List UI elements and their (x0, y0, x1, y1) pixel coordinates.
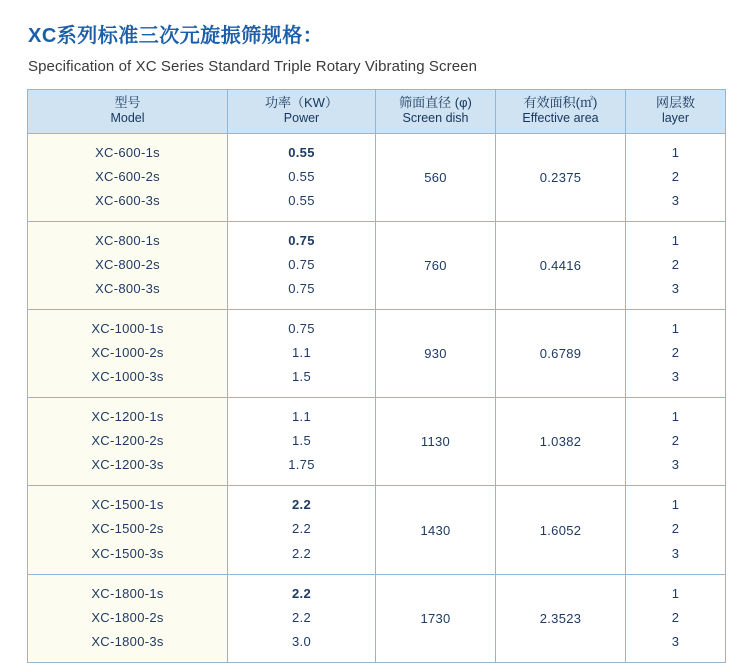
column-header-screen-dish-cn: 筛面直径 (φ) (399, 95, 472, 110)
model-name: XC-600-1s (95, 144, 160, 160)
cell-layers (626, 486, 726, 574)
cell-models (28, 222, 228, 310)
layer-value: 3 (671, 633, 680, 649)
layer-value: 3 (671, 457, 680, 473)
cell-effective-area: 0.6789 (496, 310, 626, 398)
table-row (28, 486, 726, 574)
column-header-power-cn: 功率（KW） (265, 95, 338, 110)
model-name: XC-1000-3s (91, 369, 164, 385)
cell-screen-dish: 1730 (376, 574, 496, 662)
column-header-effective-area (496, 90, 626, 134)
cell-effective-area: 0.4416 (496, 222, 626, 310)
cell-effective-area: 1.6052 (496, 486, 626, 574)
cell-layers (626, 574, 726, 662)
cell-screen-dish: 760 (376, 222, 496, 310)
model-name: XC-1800-2s (91, 609, 164, 625)
column-header-model-cn: 型号 (114, 95, 141, 110)
cell-layers (626, 222, 726, 310)
layer-value: 1 (671, 144, 680, 160)
model-name: XC-1000-2s (91, 345, 164, 361)
layer-value: 2 (671, 521, 680, 537)
cell-effective-area: 2.3523 (496, 574, 626, 662)
power-value: 1.5 (292, 369, 311, 385)
model-name: XC-600-2s (95, 168, 160, 184)
model-name: XC-1200-2s (91, 433, 164, 449)
model-name: XC-1200-3s (91, 457, 164, 473)
power-value: 0.75 (288, 321, 315, 337)
model-name: XC-600-3s (95, 192, 160, 208)
cell-effective-area: 1.0382 (496, 398, 626, 486)
cell-screen-dish: 930 (376, 310, 496, 398)
column-header-layer-cn: 网层数 (655, 95, 695, 110)
model-name: XC-1200-1s (91, 409, 164, 425)
power-value: 0.55 (288, 144, 315, 160)
model-name: XC-1500-2s (91, 521, 164, 537)
power-value: 0.75 (288, 257, 315, 273)
cell-models (28, 574, 228, 662)
cell-powers (228, 398, 376, 486)
specification-table (27, 89, 726, 663)
power-value: 0.75 (288, 233, 315, 249)
layer-value: 2 (671, 433, 680, 449)
power-value: 1.1 (292, 345, 311, 361)
cell-powers (228, 486, 376, 574)
layer-value: 1 (671, 497, 680, 513)
layer-value: 3 (671, 192, 680, 208)
column-header-effective-area-en: Effective area (522, 111, 599, 126)
layer-value: 2 (671, 168, 680, 184)
column-header-effective-area-cn: 有效面积(㎡) (523, 95, 598, 110)
layer-value: 2 (671, 257, 680, 273)
layer-value: 3 (671, 281, 680, 297)
cell-models (28, 310, 228, 398)
column-header-model-en: Model (110, 111, 145, 126)
power-value: 1.75 (288, 457, 315, 473)
power-value: 2.2 (292, 609, 311, 625)
table-row (28, 398, 726, 486)
table-body (28, 133, 726, 662)
layer-value: 3 (671, 545, 680, 561)
column-header-power (228, 90, 376, 134)
table-header (28, 90, 726, 134)
table-header-row (28, 90, 726, 134)
layer-value: 3 (671, 369, 680, 385)
table-row (28, 133, 726, 221)
layer-value: 1 (671, 233, 680, 249)
model-name: XC-1800-3s (91, 633, 164, 649)
table-row (28, 310, 726, 398)
power-value: 3.0 (292, 633, 311, 649)
layer-value: 2 (671, 609, 680, 625)
cell-screen-dish: 560 (376, 133, 496, 221)
cell-powers (228, 133, 376, 221)
cell-layers (626, 133, 726, 221)
cell-models (28, 133, 228, 221)
column-header-screen-dish (376, 90, 496, 134)
power-value: 1.5 (292, 433, 311, 449)
power-value: 2.2 (292, 497, 311, 513)
power-value: 2.2 (292, 585, 311, 601)
cell-powers (228, 310, 376, 398)
model-name: XC-800-3s (95, 281, 160, 297)
cell-screen-dish: 1130 (376, 398, 496, 486)
cell-screen-dish: 1430 (376, 486, 496, 574)
table-row (28, 222, 726, 310)
power-value: 2.2 (292, 545, 311, 561)
model-name: XC-800-1s (95, 233, 160, 249)
power-value: 0.55 (288, 192, 315, 208)
layer-value: 1 (671, 585, 680, 601)
power-value: 2.2 (292, 521, 311, 537)
page-title-english: Specification of XC Series Standard Triple Rotary Vibrating Screen (28, 58, 478, 75)
cell-effective-area: 0.2375 (496, 133, 626, 221)
cell-powers (228, 574, 376, 662)
column-header-layer (626, 90, 726, 134)
layer-value: 2 (671, 345, 680, 361)
column-header-screen-dish-en: Screen dish (402, 111, 469, 126)
power-value: 1.1 (292, 409, 311, 425)
power-value: 0.55 (288, 168, 315, 184)
cell-layers (626, 398, 726, 486)
model-name: XC-1000-1s (91, 321, 164, 337)
model-name: XC-1800-1s (91, 585, 164, 601)
column-header-power-en: Power (283, 111, 320, 126)
table-row (28, 574, 726, 662)
model-name: XC-1500-3s (91, 545, 164, 561)
cell-models (28, 486, 228, 574)
cell-powers (228, 222, 376, 310)
layer-value: 1 (671, 409, 680, 425)
layer-value: 1 (671, 321, 680, 337)
cell-layers (626, 310, 726, 398)
power-value: 0.75 (288, 281, 315, 297)
column-header-model (28, 90, 228, 134)
cell-models (28, 398, 228, 486)
model-name: XC-1500-1s (91, 497, 164, 513)
column-header-layer-en: layer (661, 111, 690, 126)
page-title-chinese: XC系列标准三次元旋振筛规格： (28, 25, 324, 47)
model-name: XC-800-2s (95, 257, 160, 273)
